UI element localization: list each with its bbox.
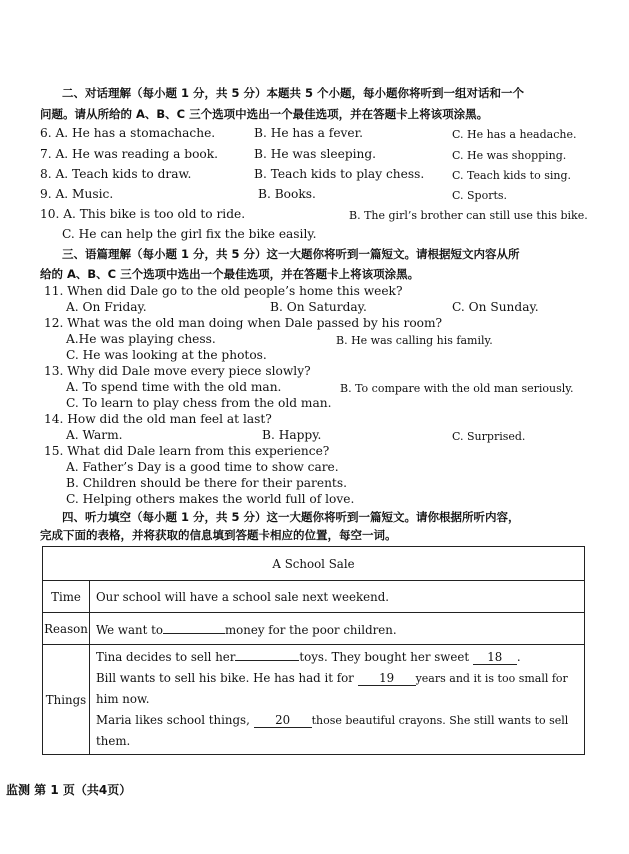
maria-text-after: those beautiful crayons. She still wants to sell	[311, 714, 569, 727]
blank-16[interactable]	[163, 620, 225, 634]
q7-option-b: B. He was sleeping.	[254, 147, 377, 161]
school-sale-table	[42, 546, 585, 755]
q15-option-b: B. Children should be there for their parents.	[66, 476, 347, 490]
reason-label: Reason	[43, 613, 90, 645]
q15-stem: 15. What did Dale learn from this experience?	[44, 444, 330, 458]
section2-title-cont: 问题。请从所给的 A、B、C 三个选项中选出一个最佳选项，并在答题卡上将该项涂黑。	[40, 107, 489, 121]
section3-title-cont: 给的 A、B、C 三个选项中选出一个最佳选项，并在答题卡上将该项涂黑。	[40, 267, 420, 281]
q11-option-a: A. On Friday.	[66, 300, 147, 314]
time-label: Time	[43, 581, 90, 613]
blank-19[interactable]: 19	[358, 672, 416, 686]
q10-option-b: B. The girl’s brother can still use this bike.	[349, 209, 588, 222]
q10-option-a: 10. A. This bike is too old to ride.	[40, 207, 246, 221]
section4-title: 四、听力填空（每小题 1 分，共 5 分）这一大题你将听到一篇短文。请你根据所听内容，	[62, 510, 520, 524]
section4-title-cont: 完成下面的表格，并将获取的信息填到答题卡相应的位置，每空一词。	[40, 528, 397, 542]
q13-stem: 13. Why did Dale move every piece slowly?	[44, 364, 311, 378]
reason-text-before: We want to	[96, 623, 163, 637]
q11-stem: 11. When did Dale go to the old people’s home this week?	[44, 284, 403, 298]
maria-line-cont: them.	[96, 734, 131, 748]
q13-option-b: B. To compare with the old man seriously.	[340, 382, 574, 395]
time-text: Our school will have a school sale next weekend.	[90, 581, 585, 613]
table-row-things	[43, 645, 585, 755]
q12-option-c: C. He was looking at the photos.	[66, 348, 267, 362]
q14-option-b: B. Happy.	[262, 428, 322, 442]
q12-stem: 12. What was the old man doing when Dale passed by his room?	[44, 316, 443, 330]
q11-option-c: C. On Sunday.	[452, 300, 539, 314]
q8-option-b: B. Teach kids to play chess.	[254, 167, 425, 181]
bill-line-cont: him now.	[96, 692, 150, 706]
maria-text-before: Maria likes school things,	[96, 713, 250, 727]
q6-option-a: 6. A. He has a stomachache.	[40, 126, 216, 140]
q8-option-a: 8. A. Teach kids to draw.	[40, 167, 192, 181]
things-label: Things	[43, 645, 90, 755]
q15-option-c: C. Helping others makes the world full of love.	[66, 492, 355, 506]
table-title: A School Sale	[43, 547, 585, 581]
blank-18[interactable]: 18	[473, 651, 517, 665]
reason-text-after: money for the poor children.	[224, 623, 397, 637]
bill-text-after: years and it is too small for	[415, 672, 568, 685]
q9-option-a: 9. A. Music.	[40, 187, 114, 201]
q14-option-a: A. Warm.	[66, 428, 123, 442]
bill-text-before: Bill wants to sell his bike. He has had it for	[96, 671, 354, 685]
section3-title: 三、语篇理解（每小题 1 分，共 5 分）这一大题你将听到一篇短文。请根据短文内容从所	[62, 247, 520, 261]
q7-option-c: C. He was shopping.	[452, 149, 567, 162]
q13-option-c: C. To learn to play chess from the old man.	[66, 396, 332, 410]
q14-option-c: C. Surprised.	[452, 430, 526, 443]
q6-option-b: B. He has a fever.	[254, 126, 363, 140]
tina-text-before: Tina decides to sell her	[96, 650, 236, 664]
q12-option-b: B. He was calling his family.	[336, 334, 493, 347]
page-footer: 监测 第 1 页（共4页）	[6, 783, 132, 797]
q9-option-c: C. Sports.	[452, 189, 508, 202]
q8-option-c: C. Teach kids to sing.	[452, 169, 572, 182]
q13-option-a: A. To spend time with the old man.	[66, 380, 282, 394]
table-row-reason	[43, 613, 585, 645]
maria-line	[96, 710, 578, 731]
q12-option-a: A.He was playing chess.	[66, 332, 216, 346]
q14-stem: 14. How did the old man feel at last?	[44, 412, 272, 426]
table-title-row	[43, 547, 585, 581]
blank-20[interactable]: 20	[254, 714, 312, 728]
blank-17[interactable]	[235, 647, 299, 661]
bill-line	[96, 668, 578, 689]
q7-option-a: 7. A. He was reading a book.	[40, 147, 218, 161]
table-row-time	[43, 581, 585, 613]
q6-option-c: C. He has a headache.	[452, 128, 577, 141]
q11-option-b: B. On Saturday.	[270, 300, 367, 314]
q10-option-c: C. He can help the girl fix the bike easily.	[62, 227, 317, 241]
section2-title: 二、对话理解（每小题 1 分，共 5 分）本题共 5 个小题，每小题你将听到一组对话和一个	[62, 86, 525, 100]
q15-option-a: A. Father’s Day is a good time to show care.	[66, 460, 339, 474]
q9-option-b: B. Books.	[258, 187, 316, 201]
reason-cell	[90, 613, 585, 645]
things-cell	[90, 645, 585, 755]
tina-text-mid: toys. They bought her sweet	[299, 650, 470, 664]
tina-line: Tina decides to sell her toys. They bought her sweet 18 .	[96, 647, 578, 668]
